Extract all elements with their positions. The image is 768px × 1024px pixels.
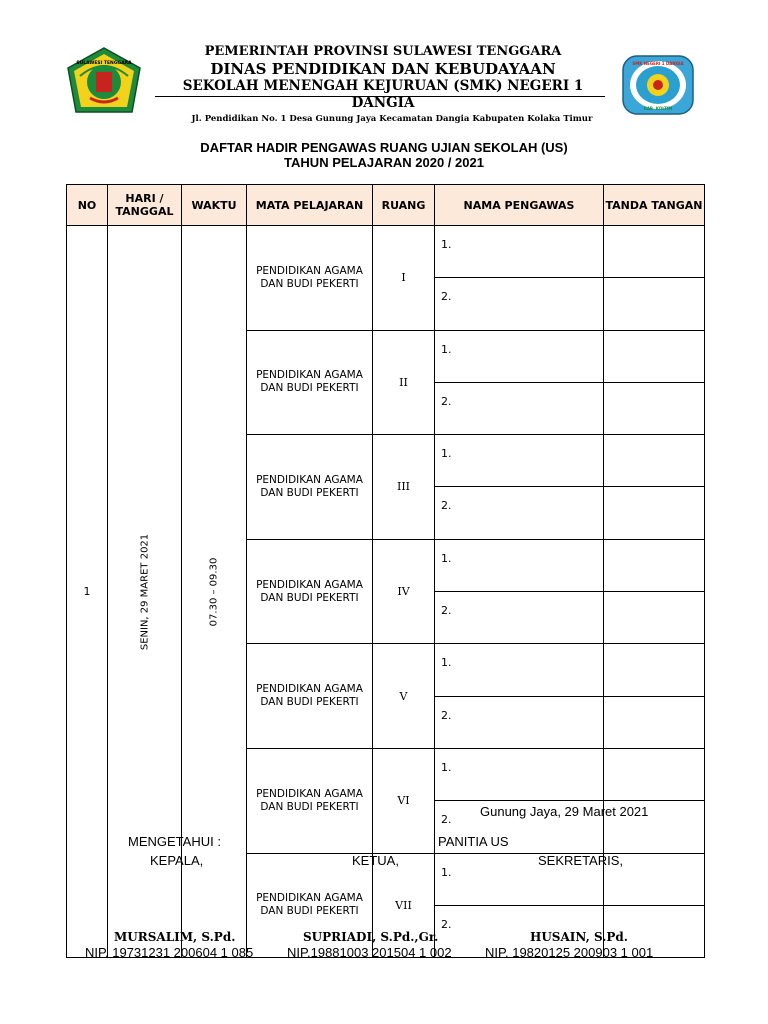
signature-field[interactable] [604,539,705,591]
letterhead-line-department: DINAS PENDIDIKAN DAN KEBUDAYAAN [210,60,556,78]
secretary-name: HUSAIN, S.Pd. [530,930,628,944]
header-time: WAKTU [182,185,247,226]
letterhead-line-government: PEMERINTAH PROVINSI SULAWESI TENGGARA [204,44,562,59]
place-and-date: Gunung Jaya, 29 Maret 2021 [480,804,649,819]
principal-name: MURSALIM, S.Pd. [114,930,236,944]
svg-text:KAB. KOLTIM: KAB. KOLTIM [643,106,673,111]
svg-text:SMK NEGERI 1 DANGIA: SMK NEGERI 1 DANGIA [632,61,684,66]
header-subject: MATA PELAJARAN [247,185,373,226]
subject-cell: PENDIDIKAN AGAMA DAN BUDI PEKERTI [247,435,373,540]
letterhead-address: Jl. Pendidikan No. 1 Desa Gunung Jaya Kecamatan Dangia Kabupaten Kolaka Timur [191,114,593,124]
chair-title: KETUA, [352,853,399,868]
secretary-title: SEKRETARIS, [538,853,624,868]
acknowledged-label: MENGETAHUI : [128,834,221,849]
subject-cell: PENDIDIKAN AGAMA DAN BUDI PEKERTI [247,330,373,435]
time-text: 07.30 – 09.30 [208,557,220,626]
secretary-nip: NIP. 19820125 200903 1 001 [485,945,654,960]
chair-nip: NIP.19881003 201504 1 002 [287,945,452,960]
province-emblem-logo [66,46,142,114]
supervisor-name-field[interactable]: 2. [435,278,604,330]
supervisor-name-field[interactable]: 1. [435,226,604,278]
subject-cell: PENDIDIKAN AGAMA DAN BUDI PEKERTI [247,226,373,331]
chair-name: SUPRIADI, S.Pd.,Gr. [303,930,439,944]
row-number: 1 [67,226,108,958]
supervisor-name-field[interactable]: 1. [435,644,604,696]
signature-field[interactable] [604,382,705,434]
letterhead-line-school: SEKOLAH MENENGAH KEJURUAN (SMK) NEGERI 1 [182,78,584,94]
header-no: NO [67,185,108,226]
supervisor-name-field[interactable]: 1. [435,539,604,591]
letterhead [0,0,768,130]
room-cell: III [373,435,435,540]
room-cell: V [373,644,435,749]
principal-nip: NIP. 19731231 200604 1 085 [85,945,254,960]
subject-cell: PENDIDIKAN AGAMA DAN BUDI PEKERTI [247,853,373,958]
supervisor-name-field[interactable]: 2. [435,905,604,957]
supervisor-name-field[interactable]: 1. [435,435,604,487]
signature-field[interactable] [604,226,705,278]
principal-title: KEPALA, [150,853,204,868]
school-logo [622,55,694,115]
signature-field[interactable] [604,592,705,644]
committee-label: PANITIA US [438,834,509,849]
signature-field[interactable] [604,435,705,487]
supervisor-name-field[interactable]: 2. [435,592,604,644]
room-cell: II [373,330,435,435]
supervisor-name-field[interactable]: 2. [435,696,604,748]
supervisor-name-field[interactable]: 1. [435,330,604,382]
header-supervisor-name: NAMA PENGAWAS [435,185,604,226]
room-cell: VI [373,748,435,853]
supervisor-name-field[interactable]: 2. [435,487,604,539]
signature-field[interactable] [604,278,705,330]
subject-cell: PENDIDIKAN AGAMA DAN BUDI PEKERTI [247,539,373,644]
subject-cell: PENDIDIKAN AGAMA DAN BUDI PEKERTI [247,748,373,853]
room-cell: IV [373,539,435,644]
signature-field[interactable] [604,748,705,800]
letterhead-line-school-location: DANGIA [351,95,415,111]
header-signature: TANDA TANGAN [604,185,705,226]
document-subtitle: TAHUN PELAJARAN 2020 / 2021 [284,155,484,170]
subject-cell: PENDIDIKAN AGAMA DAN BUDI PEKERTI [247,644,373,749]
header-room: RUANG [373,185,435,226]
day-date-text: SENIN, 29 MARET 2021 [139,533,150,650]
table-header-row [67,185,705,226]
room-cell: I [373,226,435,331]
supervisor-name-field[interactable]: 2. [435,382,604,434]
signature-field[interactable] [604,696,705,748]
header-day-date: HARI / TANGGAL [108,185,182,226]
svg-text:SULAWESI TENGGARA: SULAWESI TENGGARA [76,61,132,66]
signature-field[interactable] [604,487,705,539]
signature-field[interactable] [604,330,705,382]
table-row [67,226,705,278]
room-cell: VII [373,853,435,958]
document-title: DAFTAR HADIR PENGAWAS RUANG UJIAN SEKOLAH (US) [200,140,568,155]
supervisor-name-field[interactable]: 1. [435,748,604,800]
signature-field[interactable] [604,644,705,696]
supervisor-name-field[interactable]: 2. [435,801,604,853]
supervisor-name-field[interactable]: 1. [435,853,604,905]
